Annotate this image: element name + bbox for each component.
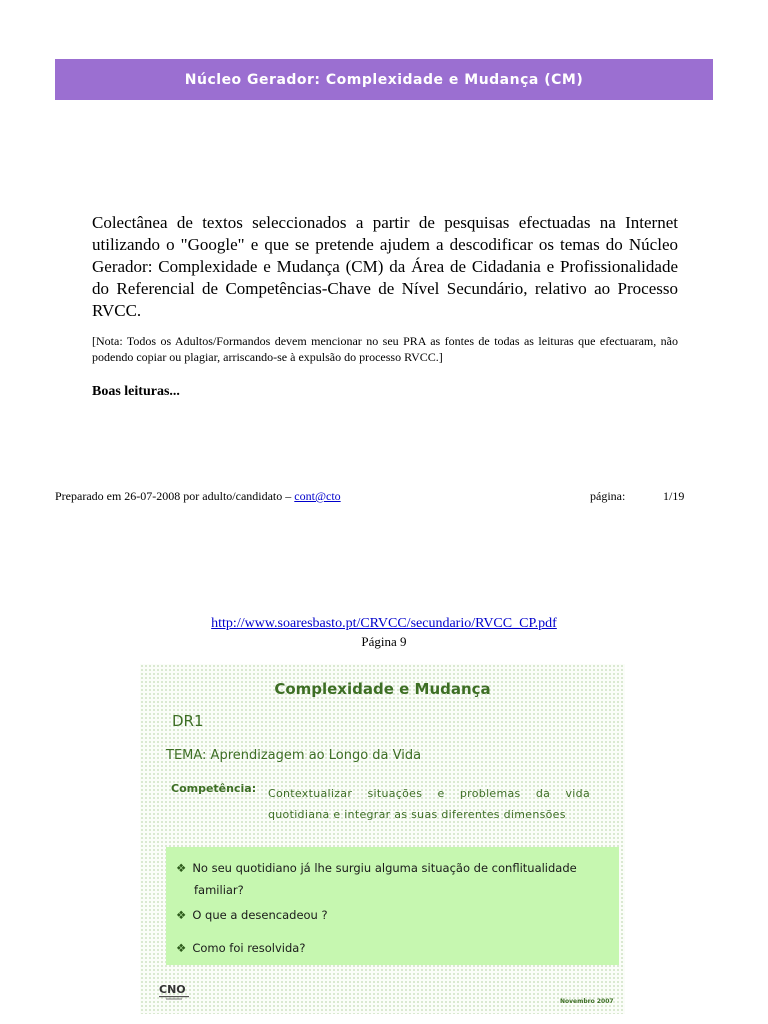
slide-competencia-text: Contextualizar situações e problemas da vida quotidiana e integrar as suas diferentes dimensões: [268, 787, 590, 821]
slide-date: Novembro 2007: [560, 998, 614, 1005]
question-text-cont: familiar?: [194, 883, 244, 897]
greeting-text: Boas leituras...: [92, 384, 180, 399]
svg-text:CNO: CNO: [159, 983, 186, 996]
diamond-bullet-icon: ❖: [176, 908, 187, 922]
question-item: [176, 941, 305, 955]
slide-title: Complexidade e Mudança: [274, 680, 491, 698]
diamond-bullet-icon: ❖: [176, 861, 187, 875]
footer-contact-link[interactable]: cont@cto: [294, 489, 341, 503]
footer-page-number: 1/19: [663, 489, 685, 503]
question-text: No seu quotidiano já lhe surgiu alguma situação de conflitualidade: [192, 861, 577, 875]
footer-prepared-text: Preparado em 26-07-2008 por adulto/candidato –: [55, 489, 295, 503]
source-url-link[interactable]: http://www.soaresbasto.pt/CRVCC/secundario/RVCC_CP.pdf: [211, 616, 557, 631]
question-box: [166, 847, 619, 965]
question-item: [176, 908, 328, 922]
slide-dr-label: DR1: [172, 712, 204, 730]
note-paragraph: [Nota: Todos os Adultos/Formandos devem mencionar no seu PRA as fontes de todas as leituras que efectuaram, não podendo copiar ou plagiar, arriscando-se à expulsão do processo RVCC.]: [92, 334, 678, 364]
header-title: Núcleo Gerador: Complexidade e Mudança (CM): [184, 71, 584, 88]
question-item: [176, 857, 611, 901]
slide-competencia-label: Competência:: [171, 782, 257, 795]
question-text: Como foi resolvida?: [192, 941, 306, 955]
source-page-label: Página 9: [361, 634, 407, 649]
intro-paragraph: Colectânea de textos seleccionados a partir de pesquisas efectuadas na Internet utilizando o "Google" e que se pretende ajudem a descodificar os temas do Núcleo Gerador: Complexidade e Mudança (CM) da Área de Cidadania e Profissionalidade do Referencial de Competências-Chave de Nível Secundário, relativo ao Processo RVCC.: [92, 213, 678, 320]
diamond-bullet-icon: ❖: [176, 941, 187, 955]
slide-tema: TEMA: Aprendizagem ao Longo da Vida: [166, 748, 422, 763]
question-text: O que a desencadeou ?: [192, 908, 328, 922]
header-bar: [55, 59, 713, 100]
footer-prepared: [55, 489, 341, 504]
footer-page-label: página:: [590, 489, 626, 503]
slide-image: [140, 664, 625, 1014]
cno-logo-icon: [158, 982, 194, 1002]
